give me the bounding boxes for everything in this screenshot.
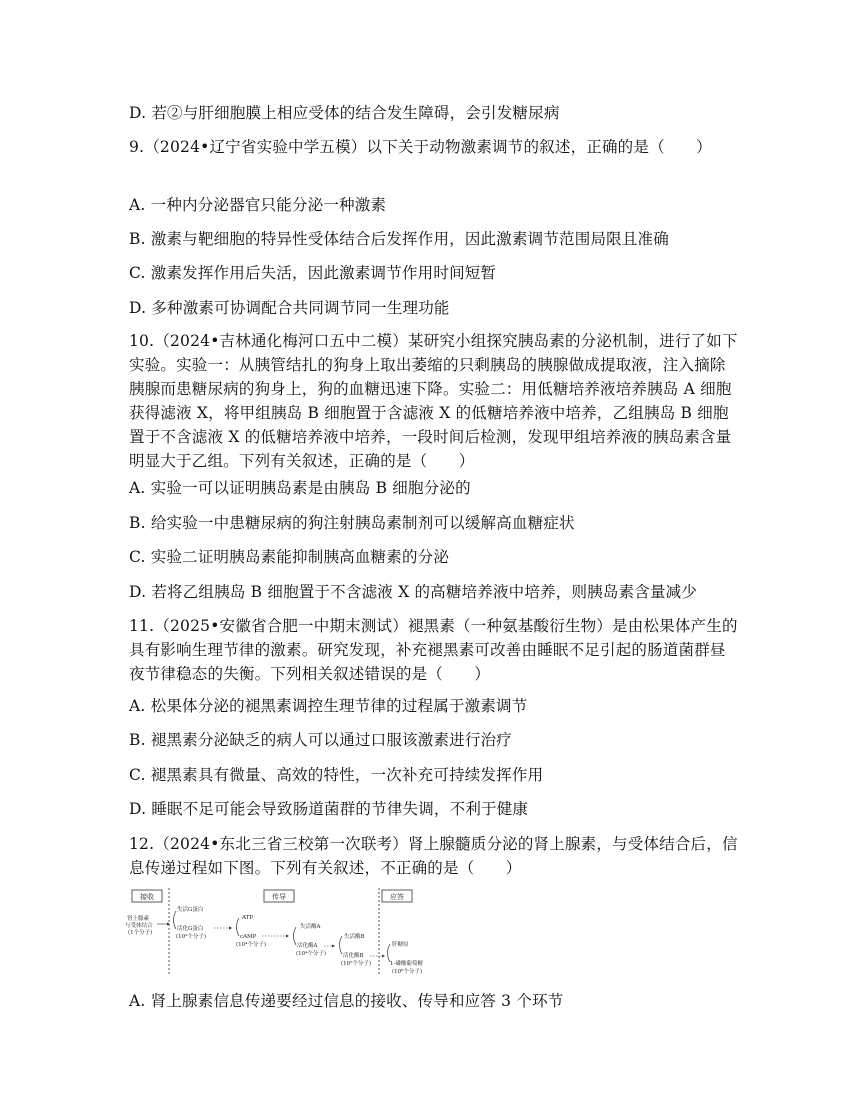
- node-atp: ATP: [242, 915, 254, 921]
- q11-option-d: D. 睡眠不足可能会导致肠道菌群的节律失调，不利于健康: [129, 800, 529, 818]
- q12-option-a: A. 肾上腺素信息传递要经过信息的接收、传导和应答 3 个环节: [129, 992, 564, 1010]
- node-enzyme-b-count: (10⁵个分子): [341, 961, 371, 967]
- node-epinephrine-2: 与受体结合: [125, 923, 153, 929]
- q8-option-d: D. 若②与肝细胞膜上相应受体的结合发生障碍，会引发糖尿病: [129, 104, 560, 122]
- node-camp-count: (10⁴个分子): [236, 942, 266, 948]
- node-glucose-1-phosphate-count: (10⁸个分子): [392, 969, 422, 975]
- node-g-protein-count: (10²个分子): [176, 934, 206, 940]
- node-enzyme-a-active: 活化酶A: [297, 943, 318, 949]
- node-epinephrine-1: 肾上腺素: [127, 916, 150, 922]
- q11-stem: 11.（2025•安徽省合肥一中期末测试）褪黑素（一种氨基酸衍生物）是由松果体产生的具有影响生理节律的激素。研究发现，补充褪黑素可改善由睡眠不足引起的肠道菌群昼夜节律稳态的失衡。下列相关叙述错误的是（ ）: [129, 617, 738, 683]
- node-enzyme-b-active: 活化酶B: [343, 953, 364, 959]
- signal-transduction-diagram: [124, 886, 424, 978]
- node-enzyme-b-inactive: 失活酶B: [344, 934, 365, 940]
- q11-option-c: C. 褪黑素具有微量、高效的特性，一次补充可持续发挥作用: [129, 766, 544, 784]
- q11-option-a: A. 松果体分泌的褪黑素调控生理节律的过程属于激素调节: [129, 697, 528, 715]
- q10-stem: 10.（2024•吉林通化梅河口五中二模）某研究小组探究胰岛素的分泌机制，进行了如下实验。实验一：从胰管结扎的狗身上取出萎缩的只剩胰岛的胰腺做成提取液，注入摘除胰腺而患糖尿病的狗身上，狗的血糖迅速下降。实验二：用低糖培养液培养胰岛 A 细胞获得滤液 X，将甲组胰岛 B 细胞置于含滤液 X 的低糖培养液中培养，乙组胰岛 B 细胞置于不含滤液 X 的低糖培养液中培养，一段时间后检测，发现甲组培养液的胰岛素含量明显大于乙组。下列有关叙述，正确的是（ ）: [129, 332, 738, 470]
- node-glycogen: 肝糖原: [392, 942, 409, 948]
- q10-option-b: B. 给实验一中患糖尿病的狗注射胰岛素制剂可以缓解高血糖症状: [129, 514, 575, 532]
- node-enzyme-a-count: (10⁴个分子): [296, 951, 326, 957]
- q9-option-b: B. 激素与靶细胞的特异性受体结合后发挥作用，因此激素调节范围局限且准确: [129, 230, 669, 248]
- label-respond: 应答: [390, 893, 404, 901]
- label-conduct: 传导: [272, 893, 286, 901]
- node-epinephrine-3: (1个分子): [128, 930, 153, 936]
- q10-option-a: A. 实验一可以证明胰岛素是由胰岛 B 细胞分泌的: [129, 479, 471, 497]
- node-glucose-1-phosphate: 1-磷酸葡萄糖: [390, 961, 423, 967]
- q9-stem: 9.（2024•辽宁省实验中学五模）以下关于动物激素调节的叙述，正确的是（ ）: [129, 138, 712, 156]
- q11-option-b: B. 褪黑素分泌缺乏的病人可以通过口服该激素进行治疗: [129, 731, 512, 749]
- q9-option-a: A. 一种内分泌器官只能分泌一种激素: [129, 196, 387, 214]
- node-g-protein-active: 活化G蛋白: [177, 926, 204, 932]
- q10-option-c: C. 实验二证明胰岛素能抑制胰高血糖素的分泌: [129, 548, 450, 566]
- q9-option-c: C. 激素发挥作用后失活，因此激素调节作用时间短暂: [129, 264, 497, 282]
- q10-option-d: D. 若将乙组胰岛 B 细胞置于不含滤液 X 的高糖培养液中培养，则胰岛素含量减少: [129, 583, 698, 601]
- q9-option-d: D. 多种激素可协调配合共同调节同一生理功能: [129, 299, 450, 317]
- label-receive: 接收: [140, 893, 154, 901]
- node-camp: cAMP: [240, 934, 257, 940]
- node-enzyme-a-inactive: 失活酶A: [300, 924, 321, 930]
- q12-stem: 12.（2024•东北三省三校第一次联考）肾上腺髓质分泌的肾上腺素，与受体结合后，信息传递过程如下图。下列有关叙述，不正确的是（ ）: [129, 835, 738, 877]
- node-g-protein-inactive: 失活G蛋白: [177, 907, 204, 913]
